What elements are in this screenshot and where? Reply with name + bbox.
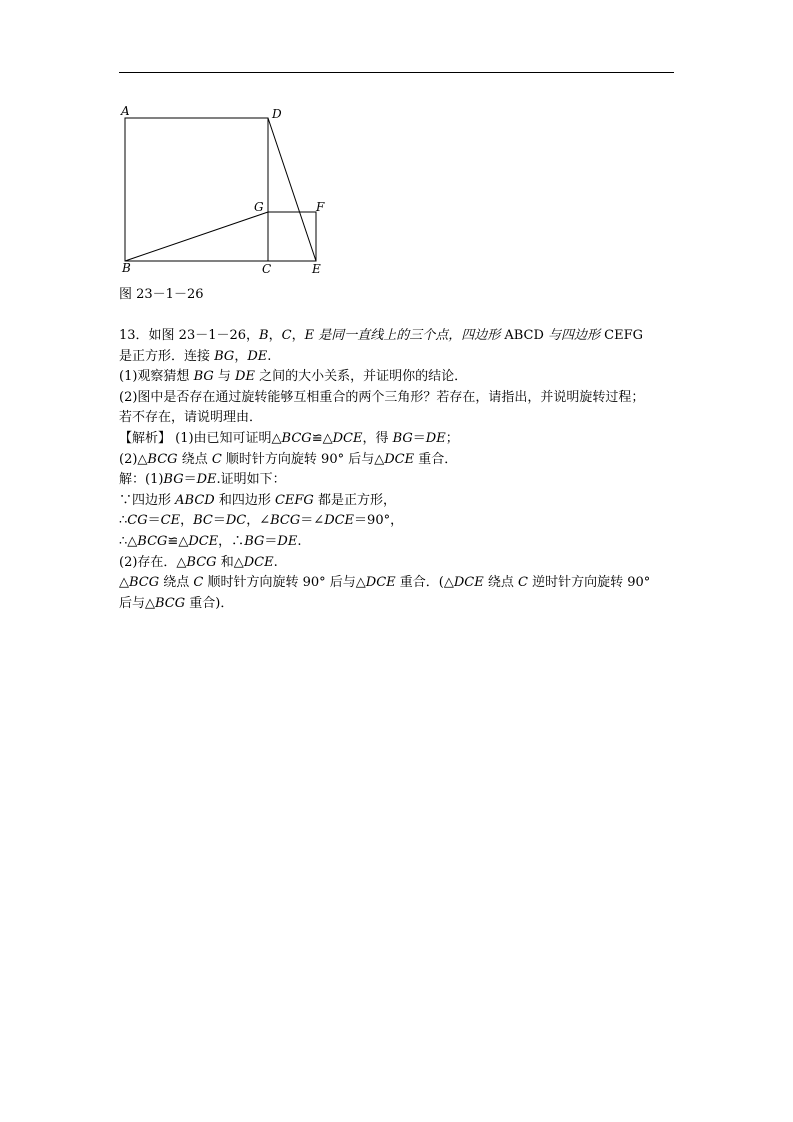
solution-line-7: 后与△BCG 重合)． xyxy=(119,595,234,611)
analysis-line-2: (2)△BCG 绕点 C 顺时针方向旋转 90° 后与△DCE 重合． xyxy=(119,451,458,467)
point-label-b: B xyxy=(122,261,131,275)
problem-line-3: (1)观察猜想 BG 与 DE 之间的大小关系，并证明你的结论． xyxy=(119,369,468,385)
point-label-g: G xyxy=(254,200,264,214)
point-label-f: F xyxy=(316,200,325,214)
segment-de xyxy=(268,118,316,261)
analysis-line-1: 【解析】 (1)由已知可证明△BCG≌△DCE，得 BG＝DE； xyxy=(119,430,459,446)
solution-line-6: △BCG 绕点 C 顺时针方向旋转 90° 后与△DCE 重合．(△DCE 绕点 C 逆时针方向旋转 90° xyxy=(119,575,651,591)
problem-content xyxy=(119,326,677,614)
point-label-d: D xyxy=(272,107,282,121)
header-rule xyxy=(119,72,674,73)
solution-line-5: (2)存在．△BCG 和△DCE. xyxy=(119,554,278,570)
problem-line-5: 若不存在，请说明理由． xyxy=(119,410,263,426)
figure-caption: 图 23－1－26 xyxy=(119,287,204,302)
square-abcd xyxy=(125,118,268,261)
solution-line-3: ∴CG＝CE，BC＝DC，∠BCG＝∠DCE＝90°， xyxy=(119,513,404,529)
problem-line-1: 13．如图 23－1－26，B，C，E 是同一直线上的三个点，四边形 ABCD 与四边形 CEFG xyxy=(119,328,644,343)
square-cefg xyxy=(268,212,316,261)
geometry-figure xyxy=(110,100,340,280)
solution-line-2: ∵四边形 ABCD 和四边形 CEFG 都是正方形， xyxy=(119,492,396,508)
point-label-c: C xyxy=(262,262,272,276)
figure-svg xyxy=(110,100,340,280)
segment-bg xyxy=(125,212,268,261)
problem-line-4: (2)图中是否存在通过旋转能够互相重合的两个三角形？若存在，请指出，并说明旋转过程； xyxy=(119,389,645,405)
solution-line-1: 解：(1)BG＝DE.证明如下： xyxy=(119,472,286,488)
point-label-a: A xyxy=(121,104,130,118)
solution-line-4: ∴△BCG≌△DCE，∴BG＝DE. xyxy=(119,533,302,549)
problem-line-2: 是正方形．连接 BG，DE. xyxy=(119,348,272,364)
point-label-e: E xyxy=(312,262,321,276)
